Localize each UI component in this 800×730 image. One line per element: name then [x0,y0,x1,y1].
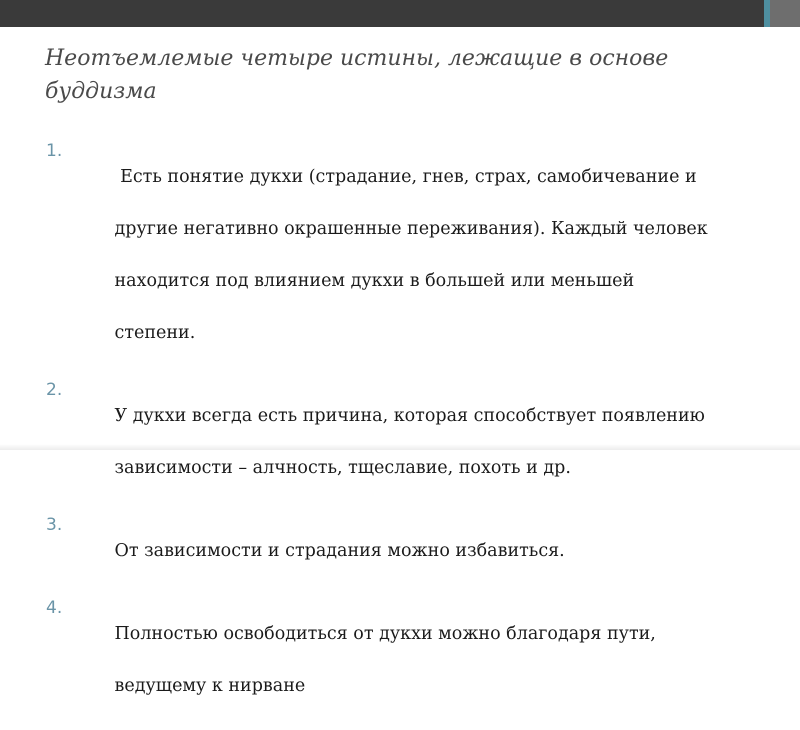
list-text-line: ведущему к нирване [114,676,306,696]
list-number-2: 2. [46,380,63,400]
list-text-4 [70,595,746,725]
list-text-line: Полностью освободиться от дукхи можно благодаря пути, [114,624,656,644]
list-item-4 [46,595,746,725]
list-item-3 [46,512,746,590]
list-text-2 [70,377,746,507]
top-decor-bar [0,0,800,27]
list-text-3 [70,512,746,590]
list-text-line: находится под влиянием дукхи в большей или меньшей [114,271,635,291]
bottom-shade [0,444,800,450]
list-number-1: 1. [46,141,63,161]
list-item-1 [46,138,746,372]
top-bar-light-segment [770,0,800,27]
top-bar-dark-segment [0,0,764,27]
truths-list [46,138,746,730]
list-text-line: другие негативно окрашенные переживания). Каждый человек [114,219,708,239]
list-text-line: У дукхи всегда есть причина, которая способствует появлению [114,406,705,426]
slide-title: Неотъемлемые четыре истины, лежащие в основе буддизма [45,46,669,104]
list-text-line: От зависимости и страдания можно избавиться. [114,541,565,561]
list-number-3: 3. [46,515,63,535]
list-text-line: Есть понятие дукхи (страдание, гнев, страх, самобичевание и [114,167,697,187]
list-number-4: 4. [46,598,63,618]
list-item-2 [46,377,746,507]
list-text-line: зависимости – алчность, тщеславие, похоть и др. [114,458,571,478]
list-text-1 [70,138,746,372]
list-text-line: степени. [114,323,196,343]
